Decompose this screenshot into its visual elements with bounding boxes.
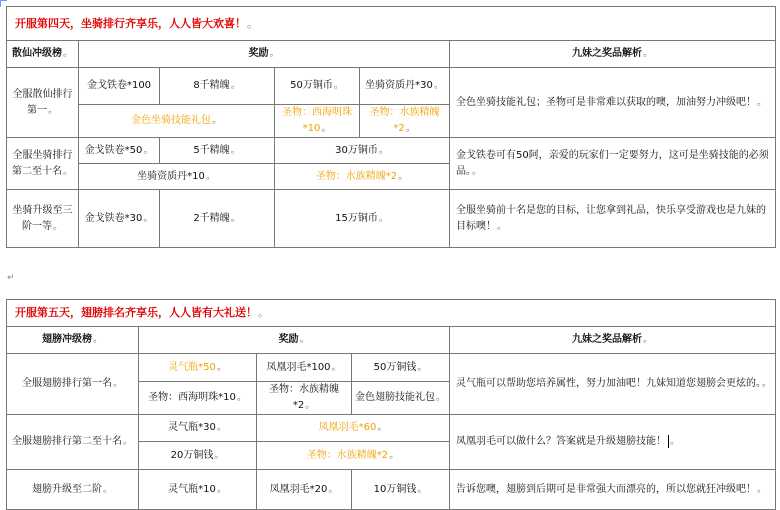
reward-cell: 15万铜币。 (275, 190, 450, 248)
reward-cell: 灵气瓶*30。 (139, 415, 257, 442)
analysis-cell: 告诉您噢，翅膀到后期可是非常强大而漂亮的，所以您就狂冲级吧！。 (450, 470, 776, 510)
analysis-cell: 凤凰羽毛可以做什么？答案就是升级翅膀技能！ 。 (450, 415, 776, 470)
text-cursor (668, 435, 669, 448)
section-banner: 开服第五天，翅膀排名齐享乐，人人皆有大礼送！。 (7, 300, 776, 327)
rank-cell: 全服翅膀排行第二至十名。 (7, 415, 139, 470)
header-reward: 奖励。 (139, 327, 450, 354)
reward-cell: 金戈铁卷*100 (79, 68, 160, 105)
analysis-cell: 灵气瓶可以帮助您培养属性，努力加油吧！九妹知道您翅膀会更炫的。。 (450, 354, 776, 415)
header-analysis: 九妹之奖品解析。 (450, 327, 776, 354)
reward-cell: 圣物：水族精魄*2。 (257, 442, 450, 470)
rank-cell: 翅膀升级至二阶。 (7, 470, 139, 510)
reward-cell: 坐骑资质丹*30。 (360, 68, 450, 105)
section-banner: 开服第四天，坐骑排行齐享乐，人人皆大欢喜！。 (7, 7, 776, 41)
reward-cell: 圣物：西海明珠*10。 (275, 105, 360, 138)
reward-cell: 金戈铁卷*50。 (79, 138, 160, 164)
reward-cell: 凤凰羽毛*60。 (257, 415, 450, 442)
reward-cell: 20万铜钱。 (139, 442, 257, 470)
reward-cell: 金色翅膀技能礼包。 (352, 382, 450, 415)
mount-ranking-table (6, 6, 776, 248)
reward-cell: 圣物：西海明珠*10。 (139, 382, 257, 415)
reward-cell: 50万铜币。 (275, 68, 360, 105)
reward-cell: 圣物：水族精魄*2。 (275, 164, 450, 190)
analysis-cell: 全色坐骑技能礼包；圣物可是非常难以获取的噢，加油努力冲级吧！。 (450, 68, 776, 138)
reward-cell: 50万铜钱。 (352, 354, 450, 382)
rank-cell: 坐骑升级至三阶一等。 (7, 190, 79, 248)
reward-cell: 2千精魄。 (160, 190, 275, 248)
paragraph-return-mark: ↵ (7, 273, 15, 283)
reward-cell: 灵气瓶*50。 (139, 354, 257, 382)
header-rank: 散仙冲级榜。 (7, 41, 79, 68)
reward-cell: 金戈铁卷*30。 (79, 190, 160, 248)
header-rank: 翅膀冲级榜。 (7, 327, 139, 354)
reward-cell: 灵气瓶*10。 (139, 470, 257, 510)
reward-cell: 圣物：水族精魄*2。 (360, 105, 450, 138)
reward-cell: 8千精魄。 (160, 68, 275, 105)
analysis-cell: 金戈铁卷可有50阿，亲爱的玩家们一定要努力，这可是坐骑技能的必须品。。 (450, 138, 776, 190)
rank-cell: 全服坐骑排行第二至十名。 (7, 138, 79, 190)
rank-cell: 全服散仙排行第一。 (7, 68, 79, 138)
reward-cell: 凤凰羽毛*100。 (257, 354, 352, 382)
reward-cell: 坐骑资质丹*10。 (79, 164, 275, 190)
header-reward: 奖励。 (79, 41, 450, 68)
reward-cell: 凤凰羽毛*20。 (257, 470, 352, 510)
reward-cell: 圣物：水族精魄*2。 (257, 382, 352, 415)
wing-ranking-table (6, 299, 776, 510)
reward-cell: 金色坐骑技能礼包。 (79, 105, 275, 138)
header-analysis: 九妹之奖品解析。 (450, 41, 776, 68)
reward-cell: 5千精魄。 (160, 138, 275, 164)
reward-cell: 30万铜币。 (275, 138, 450, 164)
reward-cell: 10万铜钱。 (352, 470, 450, 510)
analysis-cell: 全服坐骑前十名是您的目标，让您拿到礼品，快乐享受游戏也是九妹的目标噢！。 (450, 190, 776, 248)
rank-cell: 全服翅膀排行第一名。 (7, 354, 139, 415)
